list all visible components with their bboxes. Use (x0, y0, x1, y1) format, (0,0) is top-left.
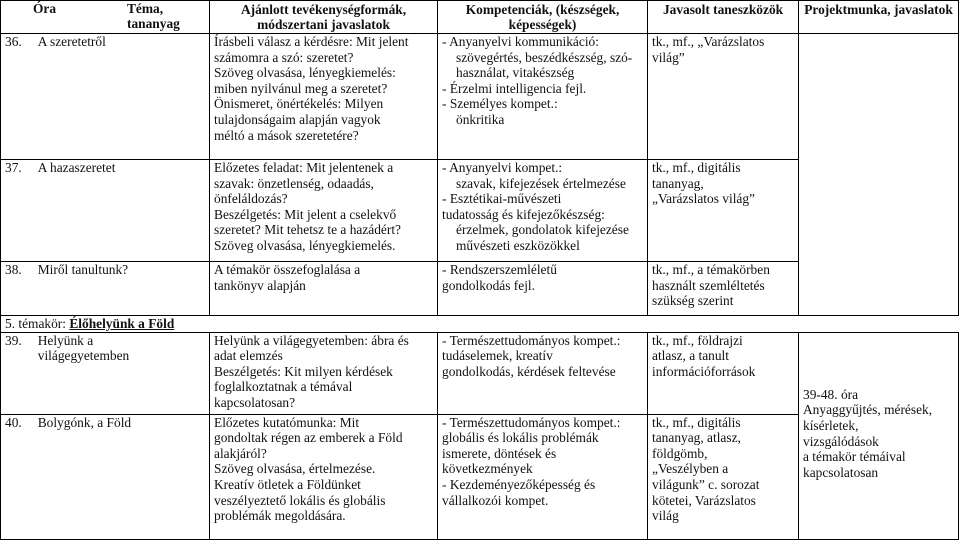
header-projekt: Projektmunka, javaslatok (799, 1, 959, 34)
table-row (1, 332, 959, 414)
header-ora: Óra (33, 1, 57, 16)
activities-cell: A témakör összefoglalása a tankönyv alapján (210, 262, 438, 316)
project-cell-empty (799, 262, 959, 316)
lesson-number: 39. (5, 332, 22, 348)
tools-cell: tk., mf., a témakörben használt szemléltetés szükség szerint (648, 262, 799, 316)
competencies-cell: - Rendszerszemléletű gondolkodás fejl. (438, 262, 648, 316)
project-cell-empty (799, 34, 959, 160)
lesson-number: 38. (5, 262, 22, 277)
tools-cell: tk., mf., digitális tananyag, „Varázslatos világ” (648, 160, 799, 262)
section-heading (1, 316, 959, 333)
activities-cell: Helyünk a világegyetemben: ábra és adat elemzés Beszélgetés: Kit milyen kérdések foglalkoztatnak a témával kapcsolatosan? (210, 332, 438, 414)
topic-text: A szeretetről (37, 34, 106, 49)
header-tema: Téma, tananyag (127, 1, 180, 31)
topic-text: A hazaszeretet (37, 160, 116, 175)
header-row (1, 1, 959, 34)
section-label: 5. témakör: (5, 316, 66, 331)
lesson-number: 37. (5, 160, 22, 175)
tools-cell: tk., mf., digitális tananyag, atlasz, földgömb, „Veszélyben a világunk” c. sorozat kötetei, Varázslatos világ (648, 414, 799, 539)
topic-cell (1, 414, 210, 539)
competencies-cell: - Anyanyelvi kompet.: szavak, kifejezések értelmezése - Esztétikai-művészeti tudatosság és kifejezőkészség: érzelmek, gondolatok kifejezése művészeti eszközökkel (438, 160, 648, 262)
header-ora-tema (1, 1, 210, 34)
section-title: Élőhelyünk a Föld (69, 316, 175, 331)
header-eszkozok: Javasolt taneszközök (648, 1, 799, 34)
topic-cell (1, 262, 210, 316)
topic-text: Bolygónk, a Föld (37, 414, 132, 430)
lesson-number: 36. (5, 34, 22, 49)
competencies-cell: - Természettudományos kompet.: globális és lokális problémák ismerete, döntések és következmények - Kezdeményezőképesség és vállalkozói kompet. (438, 414, 648, 539)
activities-cell: Előzetes feladat: Mit jelentenek a szavak: önzetlenség, odaadás, önfeláldozás? Beszélgetés: Mit jelent a cselekvő szeretet? Mit tehetsz te a hazádért? Szöveg olvasása, lényegkiemelés. (210, 160, 438, 262)
table-row (1, 160, 959, 262)
topic-cell (1, 34, 210, 160)
lesson-number: 40. (5, 414, 22, 430)
topic-text: Miről tanultunk? (37, 262, 129, 277)
topic-text: Helyünk a világegyetemben (37, 332, 130, 364)
section-row (1, 316, 959, 333)
table-row (1, 34, 959, 160)
competencies-cell: - Természettudományos kompet.: tudáselemek, kreatív gondolkodás, kérdések feltevése (438, 332, 648, 414)
project-text: 39-48. óra Anyaggyűjtés, mérések, kísérletek, vizsgálódások a témakör témáival kapcsolatosan (803, 386, 933, 480)
activities-cell: Előzetes kutatómunka: Mit gondoltak régen az emberek a Föld alakjáról? Szöveg olvasása, értelmezése. Kreatív ötletek a Földünket veszélyeztető lokális és globális problémák megoldására. (210, 414, 438, 539)
activities-cell: Írásbeli válasz a kérdésre: Mit jelent számomra a szó: szeretet? Szöveg olvasása, lényegkiemelés: miben nyilvánul meg a szeretet? Önismeret, önértékelés: Milyen tulajdonságaim alapján vagyok méltó a mások szeretetére? (210, 34, 438, 160)
tools-cell: tk., mf., földrajzi atlasz, a tanult információforrások (648, 332, 799, 414)
project-cell (799, 332, 959, 539)
header-kompetencia: Kompetenciák, (készségek, képességek) (438, 1, 648, 34)
table-row (1, 262, 959, 316)
topic-cell (1, 332, 210, 414)
header-tevekenyseg: Ajánlott tevékenységformák, módszertani javaslatok (210, 1, 438, 34)
topic-cell (1, 160, 210, 262)
competencies-cell: - Anyanyelvi kommunikáció: szövegértés, beszédkészség, szó- használat, vitakészség - Érzelmi intelligencia fejl. - Személyes kompet.: önkritika (438, 34, 648, 160)
project-cell-empty (799, 160, 959, 262)
tools-cell: tk., mf., „Varázslatos világ” (648, 34, 799, 160)
